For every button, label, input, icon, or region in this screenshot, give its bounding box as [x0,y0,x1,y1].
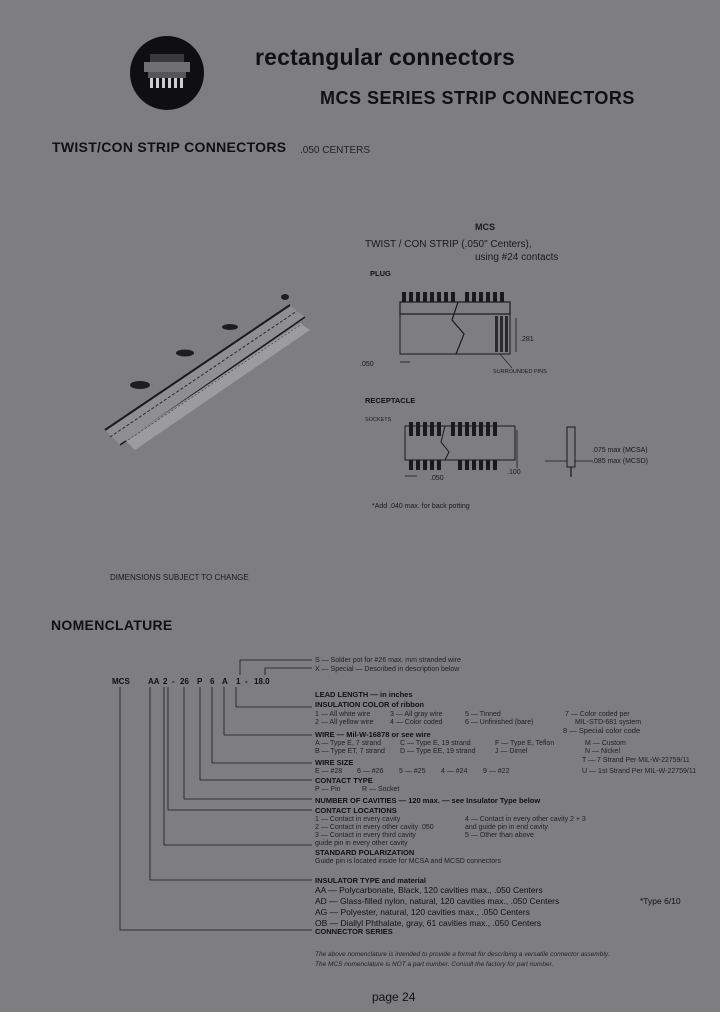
footnote-1: The above nomenclature is intended to provide a format for describing a versatile connector assembly. [315,951,610,958]
code-wire: A [222,677,228,686]
centers-note: .050 CENTERS [300,145,371,156]
note-back-potting: *Add .040 max. for back potting [372,503,470,510]
dim-plug-left: .050 [360,361,374,368]
footnote-2: The MCS nomenclature is NOT a part number. Consult the factory for part number. [315,961,554,968]
insulator-footnote: *Type 6/10 [640,896,681,906]
note-surrounded-pins: SURROUNDED PINS [493,369,547,375]
page-subtitle: MCS SERIES STRIP CONNECTORS [320,88,635,108]
dimensions-note: DIMENSIONS SUBJECT TO CHANGE [110,573,249,582]
ic-special: 8 — Special color code [563,726,641,735]
section-heading-twistcon: TWIST/CON STRIP CONNECTORS [52,139,287,155]
wire-size-9: 9 — #22 [483,768,510,775]
ic-row1-col1: 1 — All white wire [315,711,371,718]
code-lead-length: 18.0 [254,677,270,686]
cl-right-1: 4 — Contact in every other cavity 2 + 3 [465,816,586,823]
ic-row2-col2: 4 — Color coded [390,719,443,726]
wire-row2-col2: D — Type EE, 19 strand [400,748,476,755]
ic-row1-col3: 5 — Tinned [465,711,501,718]
contact-type-socket: R — Socket [362,786,400,793]
wire-row1-col3: F — Type E, Teflon [495,740,555,747]
ic-row2-col1: 2 — All yellow wire [315,719,374,726]
std-polarization-desc: Guide pin is located inside for MCSA and MCSD connectors [315,858,501,865]
wire-row2-col3: J — Dimel [495,748,528,755]
code-dash-2: - [245,677,248,686]
code-color: 1 [236,677,241,686]
std-polarization-label: STANDARD POLARIZATION [315,848,415,857]
wire-row2-col4: N — Nickel [585,748,621,755]
cl-left-4: guide pin in every other cavity [315,840,408,847]
cl-left-1: 1 — Contact in every cavity [315,816,401,823]
plug-label: PLUG [370,269,391,278]
drawing-label-contacts: using #24 contacts [475,252,559,263]
sockets-label: SOCKETS [365,417,392,423]
wire-row3-t: T — 7 Strand Per MIL-W-22759/11 [582,757,690,764]
connector-series-label: CONNECTOR SERIES [315,927,393,936]
wire-row1-col1: A — Type E, 7 strand [315,740,382,747]
code-insulator: AA [148,677,160,686]
dim-plug-right: .281 [520,336,534,343]
lead-length-label: LEAD LENGTH — in inches [315,690,413,699]
code-cavities: 26 [180,677,189,686]
cl-right-3: 5 — Other than above [465,832,534,839]
wire-row1-col2: C — Type E, 19 strand [400,740,471,747]
code-polarization: 2 [163,677,168,686]
wire-size-label: WIRE SIZE [315,758,354,767]
dim-rec-right: .100 [507,469,521,476]
ic-row2-col4: MIL-STD-681 system [575,719,642,726]
dim-rec-bottom: .050 [430,475,444,482]
section-heading-nomenclature: NOMENCLATURE [51,617,173,633]
ic-row2-col3: 6 — Unfinished (bare) [465,719,534,726]
wire-size-e: E — #28 [315,768,343,775]
wire-row3-u: U — 1st Strand Per MIL-W-22759/11 [582,768,697,775]
cl-right-2: and guide pin in end cavity [465,824,548,831]
code-mcs: MCS [112,677,130,686]
contact-type-label: CONTACT TYPE [315,776,373,785]
page-title: rectangular connectors [255,44,516,70]
insulator-ob: OB — Diallyl Phthalate, gray, 61 cavities max., .050 Centers [315,918,542,928]
insulator-ad: AD — Glass-filled nylon, natural, 120 cavities max., .050 Centers [315,896,560,906]
code-wire-size: 6 [210,677,215,686]
wire-size-5: 5 — #25 [399,768,426,775]
wire-row1-col4: M — Custom [585,740,626,747]
wire-size-4: 4 — #24 [441,768,468,775]
ic-row1-col2: 3 — All gray wire [390,711,443,718]
cl-left-3: 3 — Contact in every third cavity [315,832,416,839]
contact-type-pin: P — Pin [315,786,341,793]
code-contact-type: P [197,677,203,686]
drawing-label-mcs: MCS [475,222,495,232]
note-max-mcsd: .085 max (MCSD) [592,458,649,465]
drawing-label-desc: TWIST / CON STRIP (.050" Centers), [365,239,532,250]
page-number: page 24 [372,990,416,1004]
option-x: X — Special — Described in description below [315,666,460,673]
insulation-color-label: INSULATION COLOR of ribbon [315,700,425,709]
contact-locations-label: CONTACT LOCATIONS [315,806,397,815]
insulator-type-label: INSULATOR TYPE and material [315,876,426,885]
num-cavities-label: NUMBER OF CAVITIES — 120 max. — see Insulator Type below [315,796,541,805]
ic-row1-col4: 7 — Color coded per [565,711,630,718]
wire-size-6: 6 — #26 [357,768,384,775]
code-dash-1: - [172,677,175,686]
insulator-ag: AG — Polyester, natural, 120 cavities max., .050 Centers [315,907,530,917]
cl-left-2: 2 — Contact in every other cavity .050 [315,824,434,831]
wire-label: WIRE — Mil-W-16878 or see wire [315,730,431,739]
note-max-mcsa: .075 max (MCSA) [592,447,648,454]
receptacle-label: RECEPTACLE [365,396,416,405]
wire-row2-col1: B — Type ET, 7 strand [315,748,385,755]
option-s: S — Solder pot for #26 max. mm stranded wire [315,657,461,664]
insulator-aa: AA — Polycarbonate, Black, 120 cavities max., .050 Centers [315,885,543,895]
